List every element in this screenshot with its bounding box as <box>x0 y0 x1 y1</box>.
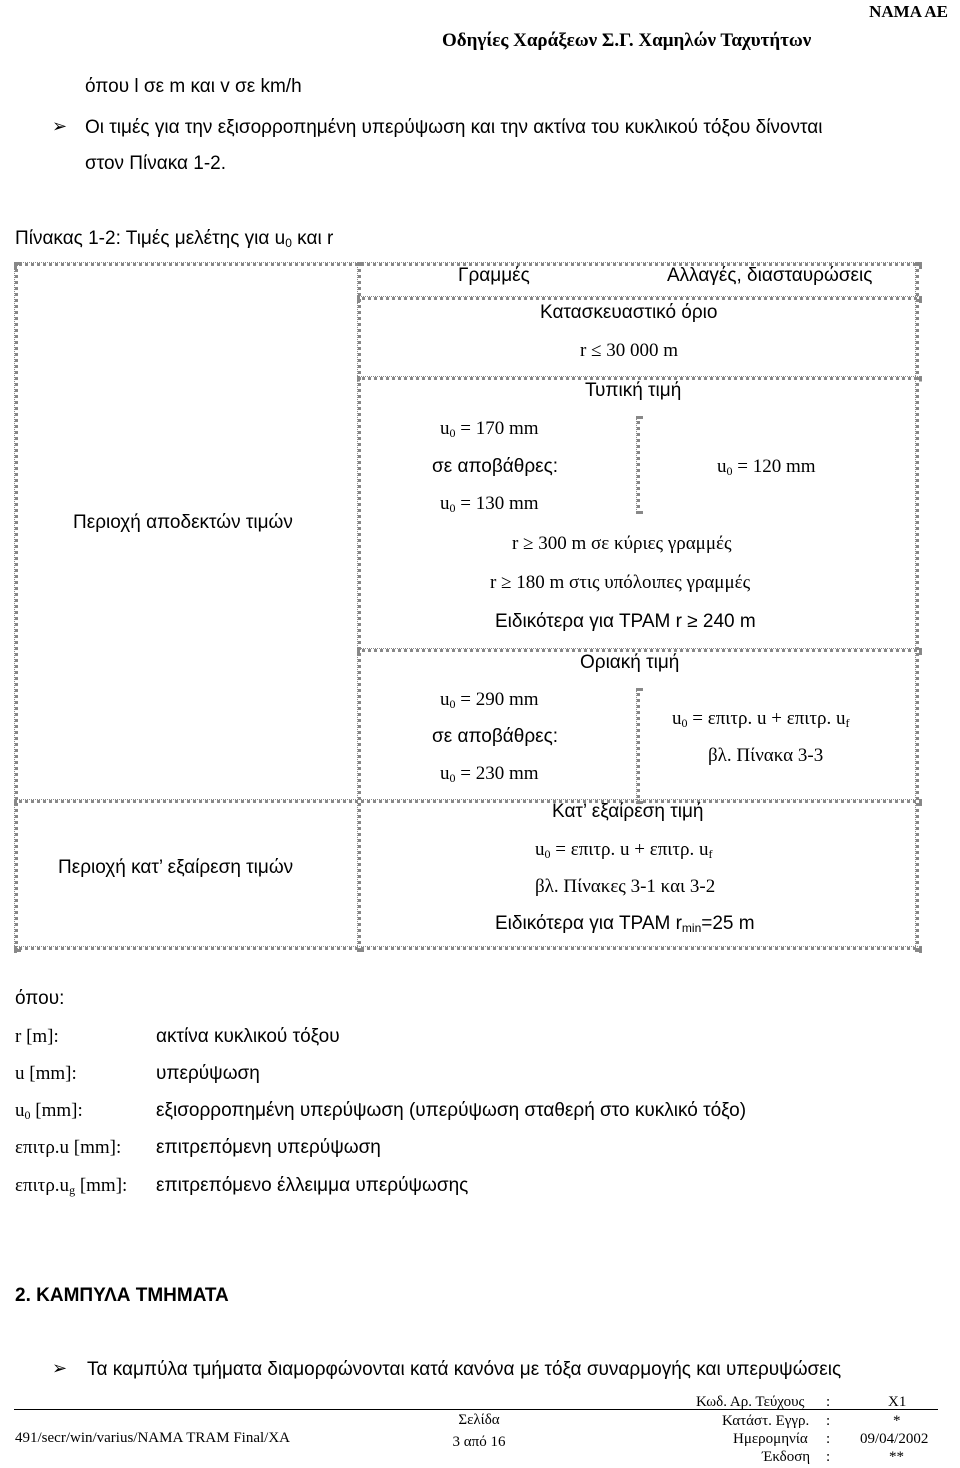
limit-u0-changes-formula: $u_0 = \varepsilon\pi\iota\tau\rho$. u + επιτρ. $u_f$ <box>672 708 850 730</box>
footer-colon: : <box>826 1431 831 1447</box>
limit-changes-reference: βλ. Πίνακα 3-3 <box>708 745 824 766</box>
footer-colon: : <box>826 1394 831 1410</box>
limit-u0-platforms: $u_0 = 230$ mm <box>440 763 539 785</box>
construction-limit-label: Κατασκευαστικό όριο <box>540 302 718 323</box>
legend-desc-allowed-ug: επιτρεπόμενο έλλειμμα υπερύψωσης <box>156 1175 469 1196</box>
legend-term-r: r [m]: <box>15 1026 59 1047</box>
legend-term-allowed-ug: $\varepsilon\pi\iota\tau\rho.u_g$ [mm]: <box>15 1175 128 1197</box>
limit-u0-lines: $u_0 = 290$ mm <box>440 689 539 711</box>
units-line: όπου l σε m και v σε km/h <box>85 76 302 97</box>
document-title: Οδηγίες Χαράξεων Σ.Γ. Χαμηλών Ταχυτήτων <box>442 30 812 51</box>
legend-term-u0: $u_0$ [mm]: <box>15 1100 83 1122</box>
radius-main-lines: r ≥ 300 m σε κύριες γραμμές <box>512 533 732 554</box>
footer-date-label: Ημερομηνία <box>733 1431 808 1447</box>
legend-desc-allowed-u: επιτρεπόμενη υπερύψωση <box>156 1137 381 1158</box>
legend-term-allowed-u: επιτρ.u [mm]: <box>15 1137 122 1158</box>
typical-u0-changes: $u_0 = 120$ mm <box>717 456 816 478</box>
typical-u0-platforms: $u_0 = 130$ mm <box>440 493 539 515</box>
radius-other-lines: r ≥ 180 m στις υπόλοιπες γραμμές <box>490 572 751 593</box>
intro-bullet-line-1: Οι τιμές για την εξισορροπημένη υπερύψωση και την ακτίνα του κυκλικού τόξου δίνονται <box>85 117 823 138</box>
footer-date-value: 09/04/2002 <box>860 1431 929 1447</box>
limit-platforms-label: σε αποβάθρες: <box>432 726 559 747</box>
footer-page-label: Σελίδα <box>458 1412 500 1428</box>
legend-desc-u0: εξισορροπημένη υπερύψωση (υπερύψωση σταθερή στο κυκλικό τόξο) <box>156 1100 747 1121</box>
exceptional-u0-formula: $u_0 = \varepsilon\pi\iota\tau\rho$. u + επιτρ. $u_f$ <box>535 839 713 861</box>
limit-value-label: Οριακή τιμή <box>580 652 680 673</box>
radius-tram: Ειδικότερα για ΤΡΑΜ r ≥ 240 m <box>495 611 756 632</box>
intro-bullet-line-2: στον Πίνακα 1-2. <box>85 153 227 174</box>
legend-heading: όπου: <box>15 988 65 1009</box>
section-heading: 2. ΚΑΜΠΥΛΑ ΤΜΗΜΑΤΑ <box>15 1285 229 1306</box>
legend-desc-r: ακτίνα κυκλικού τόξου <box>156 1026 340 1047</box>
footer-status-label: Κατάστ. Εγγρ. <box>722 1413 810 1429</box>
footer-page-value: 3 από 16 <box>452 1434 506 1450</box>
footer-edition-label: Έκδοση <box>762 1449 811 1465</box>
footer-colon: : <box>826 1413 831 1429</box>
company-name: ΝΑΜΑ ΑΕ <box>869 2 948 21</box>
radius-max-limit: r ≤ 30 000 m <box>580 340 679 361</box>
footer-colon: : <box>826 1449 831 1465</box>
column-header-changes: Αλλαγές, διασταυρώσεις <box>667 265 873 286</box>
table-caption: Πίνακας 1-2: Τιμές μελέτης για $u_0$ και r <box>15 228 334 250</box>
legend-term-u: u [mm]: <box>15 1063 77 1084</box>
bullet-arrow-icon: ➢ <box>52 116 68 136</box>
typical-u0-lines: $u_0 = 170$ mm <box>440 418 539 440</box>
column-header-lines: Γραμμές <box>458 265 530 286</box>
section-bullet-text: Τα καμπύλα τμήματα διαμορφώνονται κατά κανόνα με τόξα συναρμογής και υπερυψώσεις <box>87 1359 842 1380</box>
legend-desc-u: υπερύψωση <box>156 1063 260 1084</box>
footer-doc-code-label: Κωδ. Αρ. Τεύχους <box>696 1394 805 1410</box>
bullet-arrow-icon: ➢ <box>52 1358 68 1378</box>
row-header-acceptable: Περιοχή αποδεκτών τιμών <box>73 512 293 533</box>
footer-doc-code-value: Χ1 <box>888 1394 907 1410</box>
exceptional-value-label: Κατ’ εξαίρεση τιμή <box>552 801 704 822</box>
exceptional-tram-radius: Ειδικότερα για ΤΡΑΜ $r_{min}=25$ m <box>495 913 755 935</box>
typical-value-label: Τυπική τιμή <box>585 380 682 401</box>
typical-platforms-label: σε αποβάθρες: <box>432 456 559 477</box>
footer-status-value: * <box>893 1413 901 1429</box>
exceptional-reference: βλ. Πίνακες 3-1 και 3-2 <box>535 876 716 897</box>
footer-edition-value: ** <box>889 1449 904 1465</box>
footer-file-path: 491/secr/win/varius/ΝΑΜΑ TRAM Final/XA <box>15 1430 290 1446</box>
row-header-exceptional: Περιοχή κατ’ εξαίρεση τιμών <box>58 857 294 878</box>
